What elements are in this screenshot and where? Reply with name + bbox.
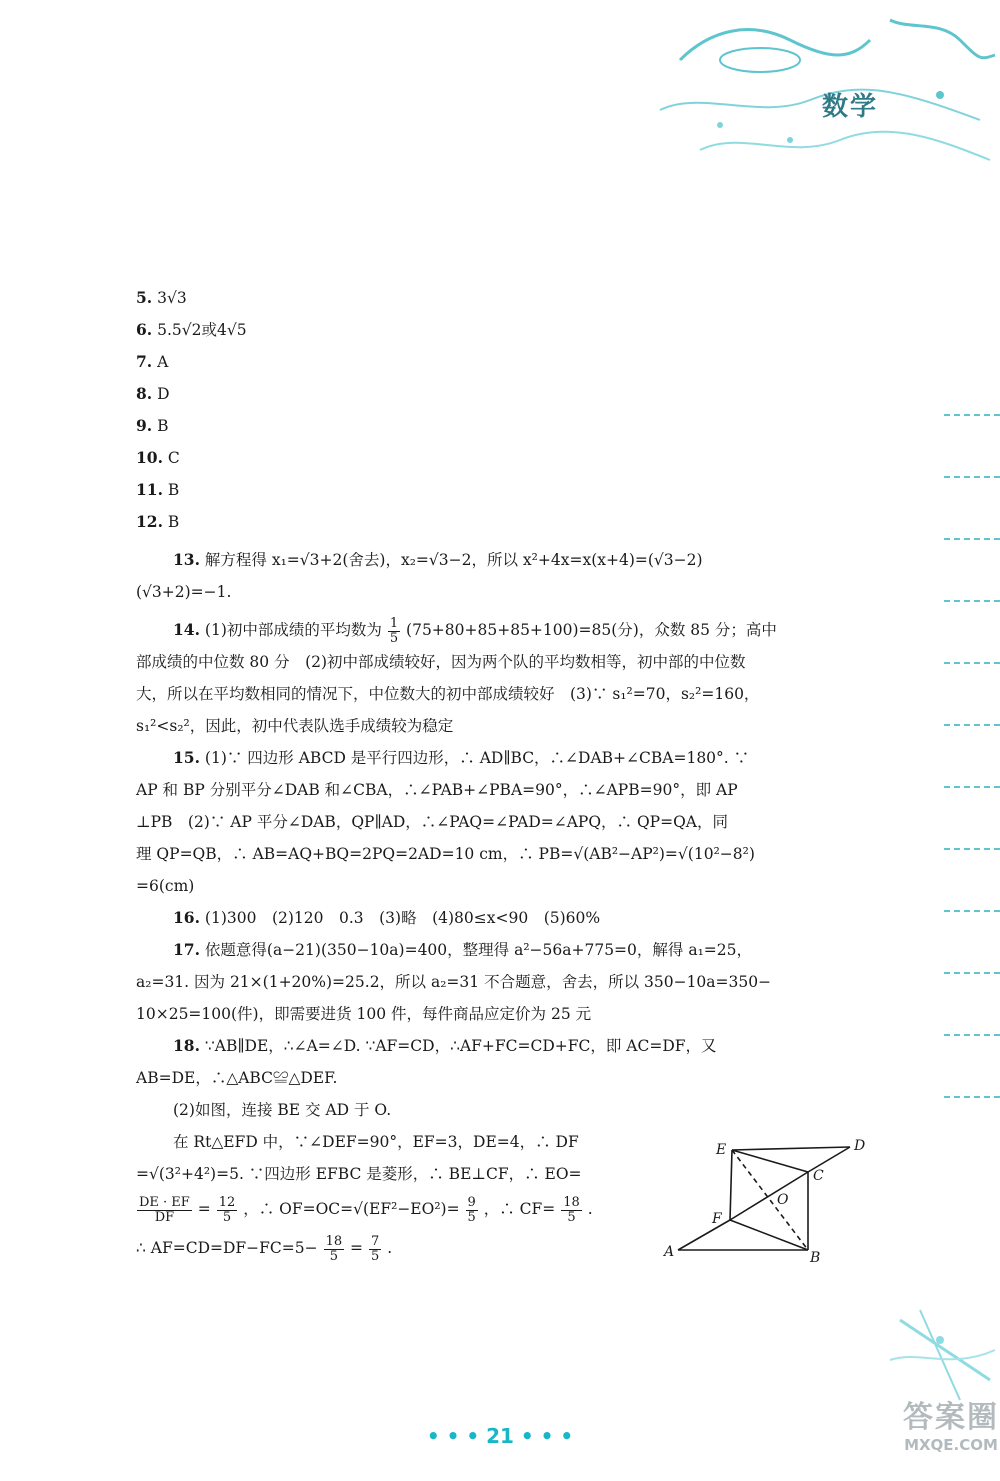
- fraction: [388, 617, 400, 646]
- numerator: 7: [370, 1233, 380, 1249]
- geometry-figure: [660, 1132, 875, 1272]
- question-number: 14.: [173, 620, 200, 639]
- fraction: [466, 1196, 478, 1225]
- answer-q15-line5: =6(cm): [136, 877, 195, 895]
- answer-q18-line5: =√(3²+4²)=5. ∵四边形 EFBC 是菱形，∴ BE⊥CF，∴ EO=: [136, 1165, 582, 1183]
- answer-text: 依题意得(a−21)(350−10a)=400，整理得 a²−56a+775=0，解得 a₁=25，: [204, 941, 753, 959]
- fraction: [561, 1196, 582, 1225]
- answer-q13-line2: (√3+2)=−1.: [136, 583, 232, 601]
- question-number: 15.: [173, 748, 200, 767]
- question-number: 11.: [136, 480, 163, 499]
- question-number: 6.: [136, 320, 153, 339]
- answer-q18-line1: [136, 1030, 866, 1062]
- answer-q14-line4: s₁²<s₂²，因此，初中代表队选手成绩较为稳定: [136, 717, 454, 735]
- segment-ED: [732, 1147, 850, 1150]
- answer-text: ∵AB∥DE，∴∠A=∠D. ∵AF=CD，∴AF+FC=CD+FC，即 AC=DF，又: [204, 1037, 717, 1055]
- answer-text: B: [167, 481, 180, 499]
- label-B: B: [810, 1250, 821, 1266]
- watermark-logo: 答案圈: [903, 1400, 999, 1435]
- answer-text: ，∴ OF=OC=√(EF²−EO²)=: [243, 1200, 460, 1218]
- label-A: A: [664, 1244, 675, 1260]
- answer-q8: [136, 378, 866, 410]
- question-number: 16.: [173, 908, 200, 927]
- question-number: 8.: [136, 384, 153, 403]
- numerator: 18: [563, 1194, 580, 1210]
- denominator: 5: [389, 630, 399, 646]
- segment-AF: [678, 1220, 730, 1250]
- answer-text: .: [387, 1239, 393, 1257]
- answer-q5: [136, 282, 866, 314]
- answer-content: [136, 282, 866, 1268]
- answer-text: 3√3: [157, 289, 187, 307]
- denominator: 5: [567, 1209, 576, 1225]
- answer-text: (1)初中部成绩的平均数为: [204, 621, 382, 639]
- answer-q7: [136, 346, 866, 378]
- answer-q18-line3: (2)如图，连接 BE 交 AD 于 O.: [173, 1101, 392, 1119]
- label-C: C: [813, 1168, 824, 1184]
- answer-q14-line2: 部成绩的中位数 80 分 (2)初中部成绩较好，因为两个队的平均数相等，初中部的中位数: [136, 653, 746, 671]
- answer-q10: [136, 442, 866, 474]
- answer-q15-line1: [136, 742, 866, 774]
- denominator: 5: [467, 1209, 476, 1225]
- answer-q12: [136, 506, 866, 538]
- question-number: 10.: [136, 448, 163, 467]
- watermark-url: MXQE.COM: [904, 1436, 998, 1454]
- denominator: 5: [370, 1248, 380, 1264]
- answer-q18-line4: 在 Rt△EFD 中，∵∠DEF=90°，EF=3，DE=4，∴ DF: [173, 1133, 579, 1151]
- page-number: [0, 1424, 1000, 1448]
- answer-q15-line2: AP 和 BP 分别平分∠DAB 和∠CBA，∴∠PAB+∠PBA=90°，∴∠APB=90°，即 AP: [136, 781, 738, 799]
- answer-text: 解方程得 x₁=√3+2(舍去)，x₂=√3−2，所以 x²+4x=x(x+4)=(√3−2): [204, 551, 703, 569]
- answer-text: (1)300 (2)120 0.3 (3)略 (4)80≤x<90 (5)60%: [204, 909, 601, 927]
- denominator: 5: [329, 1248, 338, 1264]
- answer-text: .: [587, 1200, 593, 1218]
- page-number-value: 21: [486, 1424, 514, 1448]
- answer-text: =: [197, 1200, 211, 1218]
- margin-dashes: [944, 400, 1000, 1160]
- answer-text: ，∴ CF=: [483, 1200, 556, 1218]
- answer-text: D: [157, 385, 170, 403]
- numerator: 12: [218, 1194, 236, 1210]
- answer-q14-line1: [136, 614, 866, 646]
- answer-q14-line3: 大，所以在平均数相同的情况下，中位数大的初中部成绩较好 (3)∵ s₁²=70，s₂²=160，: [136, 685, 760, 703]
- segment-FC: [730, 1172, 808, 1220]
- label-E: E: [716, 1142, 727, 1158]
- header-decoration: [640, 0, 1000, 230]
- answer-text: (1)∵ 四边形 ABCD 是平行四边形，∴ AD∥BC，∴∠DAB+∠CBA=180°. ∵: [204, 749, 750, 767]
- question-number: 13.: [173, 550, 200, 569]
- answer-text: C: [167, 449, 180, 467]
- fraction: [369, 1235, 381, 1264]
- segment-FB: [730, 1220, 808, 1250]
- answer-text: B: [167, 513, 180, 531]
- fraction: [324, 1235, 345, 1264]
- page-number-dots-right: • • •: [513, 1424, 574, 1448]
- question-number: 12.: [136, 512, 163, 531]
- answer-q9: [136, 410, 866, 442]
- answer-text: A: [157, 353, 169, 371]
- answer-q18-line2: AB=DE，∴△ABC≌△DEF.: [136, 1069, 338, 1087]
- answer-q17-line3: 10×25=100(件)，即需要进货 100 件，每件商品应定价为 25 元: [136, 1005, 592, 1023]
- answer-q15-line4: 理 QP=QB，∴ AB=AQ+BQ=2PQ=2AD=10 cm，∴ PB=√(AB²−AP²)=√(10²−8²): [136, 845, 755, 863]
- numerator: DE · EF: [139, 1194, 190, 1210]
- answer-text: (75+80+85+85+100)=85(分)，众数 85 分；高中: [406, 621, 777, 639]
- fraction: [137, 1196, 192, 1225]
- numerator: 1: [389, 615, 399, 631]
- answer-text: 5.5√2或4√5: [157, 321, 247, 339]
- fraction: [217, 1196, 238, 1225]
- answer-q17-line1: [136, 934, 866, 966]
- page-number-dots-left: • • •: [426, 1424, 487, 1448]
- denominator: DF: [154, 1209, 175, 1225]
- question-number: 7.: [136, 352, 153, 371]
- label-F: F: [712, 1211, 722, 1227]
- answer-text: =: [350, 1239, 364, 1257]
- segment-EC: [732, 1150, 808, 1172]
- segment-EF: [730, 1150, 732, 1220]
- answer-q13-line1: [136, 544, 866, 576]
- question-number: 9.: [136, 416, 153, 435]
- numerator: 9: [467, 1194, 476, 1210]
- numerator: 18: [325, 1233, 343, 1249]
- denominator: 5: [222, 1209, 232, 1225]
- question-number: 18.: [173, 1036, 200, 1055]
- label-O: O: [777, 1192, 789, 1208]
- question-number: 5.: [136, 288, 153, 307]
- label-D: D: [854, 1138, 866, 1154]
- answer-q15-line3: ⊥PB (2)∵ AP 平分∠DAB，QP∥AD，∴∠PAQ=∠PAD=∠APQ，∴ QP=QA，同: [136, 813, 728, 831]
- answer-q11: [136, 474, 866, 506]
- header-title: 数学: [822, 92, 879, 122]
- answer-q17-line2: a₂=31. 因为 21×(1+20%)=25.2，所以 a₂=31 不合题意，舍去，所以 350−10a=350−: [136, 973, 772, 991]
- answer-q6: [136, 314, 866, 346]
- question-number: 17.: [173, 940, 200, 959]
- answer-text: B: [157, 417, 169, 435]
- answer-text: ∴ AF=CD=DF−FC=5−: [136, 1239, 318, 1257]
- answer-q16: [136, 902, 866, 934]
